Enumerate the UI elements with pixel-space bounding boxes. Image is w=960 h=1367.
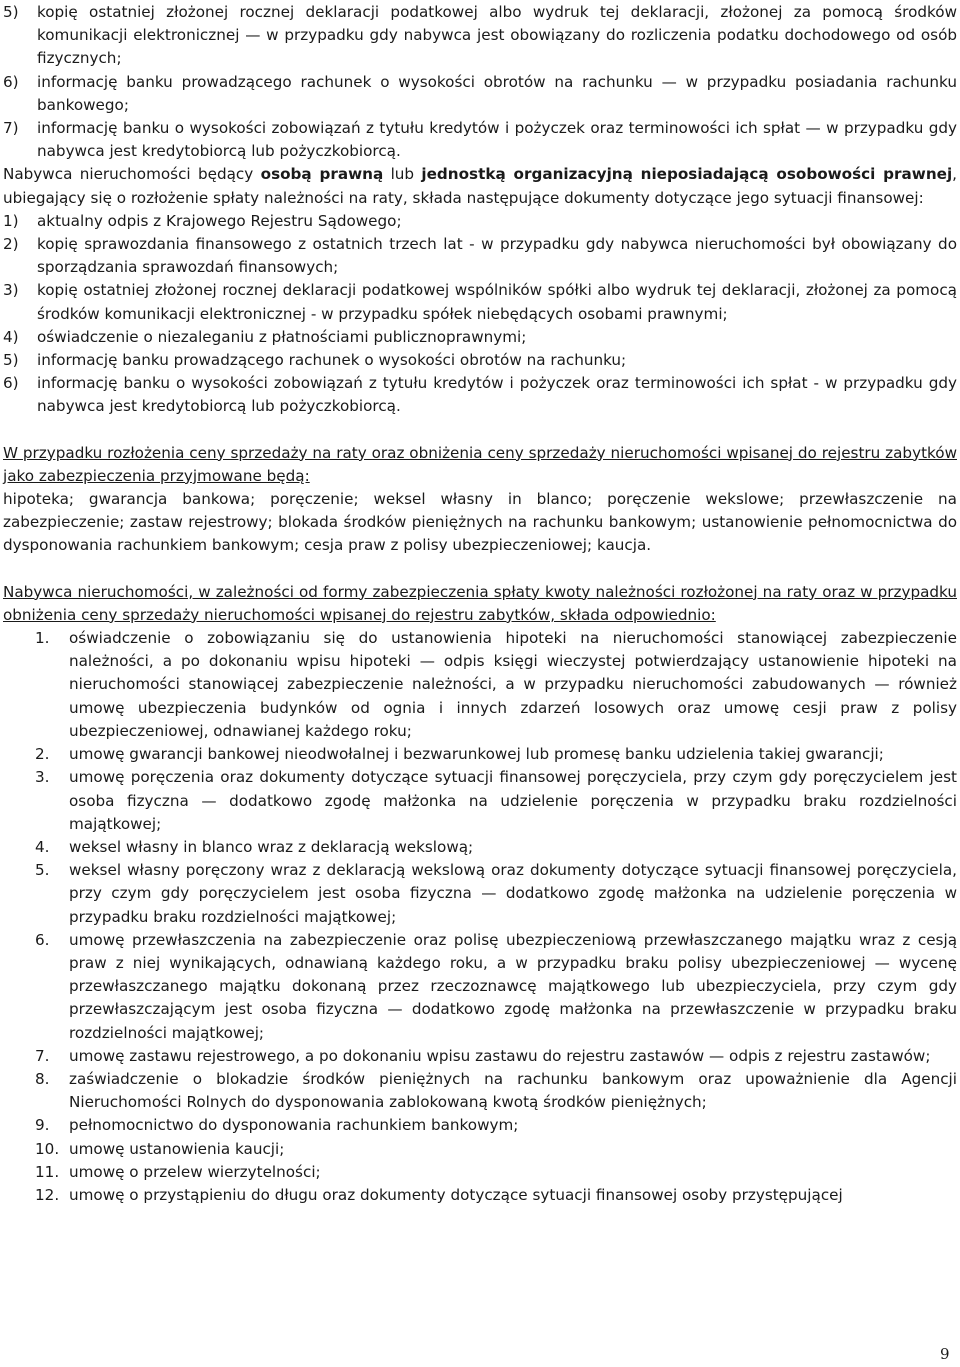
list-item	[3, 349, 957, 372]
list-item	[3, 1068, 957, 1114]
item-number: 5)	[3, 3, 19, 21]
list-item	[3, 743, 957, 766]
item-text: kopię sprawozdania finansowego z ostatnich trzech lat - w przypadku gdy nabywca nieruchomości był obowiązany do sporządzania sprawozdań finansowych;	[37, 235, 957, 277]
list-item	[3, 1161, 957, 1184]
documents-list	[3, 627, 957, 1207]
item-text: kopię ostatniej złożonej rocznej deklaracji podatkowej wspólników spółki albo wydruk tej deklaracji, złożonej za pomocą środków komunikacji elektronicznej - w przypadku spółek niebędących osobami prawnymi;	[37, 281, 957, 323]
legal-person-list	[3, 210, 957, 419]
item-number: 9.	[35, 1116, 50, 1135]
list-item	[3, 766, 957, 836]
item-text: weksel własny in blanco wraz z deklaracją wekslową;	[69, 837, 474, 856]
intro-text: Nabywca nieruchomości będący	[3, 165, 261, 184]
list-item	[3, 210, 957, 233]
item-text: zaświadczenie o blokadzie środków pieniężnych na rachunku bankowym oraz upoważnienie dla Agencji Nieruchomości Rolnych do dysponowania zablokowaną kwotą środków pieniężnych;	[69, 1069, 957, 1112]
intro-bold-text: jednostką organizacyjną nieposiadającą osobowości prawnej	[421, 165, 953, 184]
item-number: 3.	[35, 768, 50, 787]
paragraph-gap	[3, 558, 957, 581]
item-text: oświadczenie o niezaleganiu z płatnościami publicznoprawnymi;	[37, 327, 527, 346]
list-item	[3, 836, 957, 859]
document-page	[3, 1, 957, 1207]
list-item	[3, 1138, 957, 1161]
item-text: umowę ustanowienia kaucji;	[69, 1139, 285, 1158]
list-item	[3, 1114, 957, 1137]
item-number: 2.	[35, 745, 50, 764]
item-text: weksel własny poręczony wraz z deklaracją wekslową oraz dokumenty dotyczące sytuacji finansowej poręczyciela, przy czym gdy poręczycielem jest osoba fizyczna — dodatkowo zgodę małżonka na udzielenie poręczenia w przypadku braku rozdzielności majątkowej;	[69, 861, 957, 926]
list-item	[3, 372, 957, 418]
item-number: 1.	[35, 629, 50, 648]
item-text: umowę o przelew wierzytelności;	[69, 1162, 321, 1181]
item-text: pełnomocnictwo do dysponowania rachunkiem bankowym;	[69, 1116, 519, 1135]
page-number: 9	[940, 1345, 950, 1363]
list-item	[3, 627, 957, 743]
item-number: 6.	[35, 930, 50, 949]
item-text: informację banku o wysokości zobowiązań z tytułu kredytów i pożyczek oraz terminowości ich spłat — w przypadku gdy nabywca jest kredytobiorcą lub pożyczkobiorcą.	[37, 119, 957, 161]
item-text: informację banku prowadzącego rachunek o wysokości obrotów na rachunku;	[37, 351, 627, 370]
item-number: 8.	[35, 1069, 50, 1088]
item-number: 5)	[3, 351, 19, 370]
item-number: 12.	[35, 1185, 60, 1204]
security-body: hipoteka; gwarancja bankowa; poręczenie; weksel własny in blanco; poręczenie wekslowe; przewłaszczenie na zabezpieczenie; zastaw rejestrowy; blokada środków pieniężnych na rachunku bankowym; ustanowienie pełnomocnictwa do dysponowania rachunkiem bankowym; cesja praw z polisy ubezpieczeniowej; kaucja.	[3, 490, 957, 555]
intro-text: lub	[383, 165, 422, 184]
list-item	[3, 859, 957, 929]
item-number: 6)	[3, 374, 19, 393]
item-number: 4)	[3, 327, 19, 346]
list-item	[3, 279, 957, 325]
item-text: umowę o przystąpieniu do długu oraz dokumenty dotyczące sytuacji finansowej osoby przystępującej	[69, 1185, 843, 1204]
paragraph-gap	[3, 419, 957, 442]
list-item	[3, 1045, 957, 1068]
item-text: informację banku o wysokości zobowiązań z tytułu kredytów i pożyczek oraz terminowości ich spłat - w przypadku gdy nabywca jest kredytobiorcą lub pożyczkobiorcą.	[37, 374, 957, 416]
item-text: informację banku prowadzącego rachunek o wysokości obrotów na rachunku — w przypadku posiadania rachunku bankowego;	[37, 72, 957, 114]
item-number: 11.	[35, 1162, 60, 1181]
list-item	[3, 71, 957, 117]
intro-bold-text: osobą prawną	[260, 165, 384, 184]
item-text: aktualny odpis z Krajowego Rejestru Sądowego;	[37, 211, 402, 230]
item-text: umowę przewłaszczenia na zabezpieczenie oraz polisę ubezpieczeniową przewłaszczanego majątku wraz z cesją praw z niej wynikających, odnawianą każdego roku, a w przypadku braku polisy ubezpieczeniowej — wycenę przewłaszczanego majątku dokonaną przez rzeczoznawcę majątkowego lub ubezpieczyciela, przy czym gdy przewłaszczającym jest osoba fizyczna — dodatkowo zgodę małżonka na przewłaszczenie w przypadku braku rozdzielności majątkowej;	[69, 930, 957, 1042]
documents-heading: Nabywca nieruchomości, w zależności od formy zabezpieczenia spłaty kwoty należności rozłożonej na raty oraz w przypadku obniżenia ceny sprzedaży nieruchomości wpisanej do rejestru zabytków, składa odpowiednio:	[3, 582, 957, 624]
list-item	[3, 1, 957, 71]
item-text: umowę gwarancji bankowej nieodwołalnej i bezwarunkowej lub promesę banku udzielenia takiej gwarancji;	[69, 745, 884, 764]
item-number: 3)	[3, 281, 19, 300]
item-text: umowę poręczenia oraz dokumenty dotyczące sytuacji finansowej poręczyciela, przy czym gdy poręczycielem jest osoba fizyczna — dodatkowo zgodę małżonka na udzielenie poręczenia w przypadku braku rozdzielności majątkowej;	[69, 768, 957, 833]
item-text: umowę zastawu rejestrowego, a po dokonaniu wpisu zastawu do rejestru zastawów — odpis z rejestru zastawów;	[69, 1046, 931, 1065]
item-number: 4.	[35, 837, 50, 856]
list-item	[3, 929, 957, 1045]
item-number: 7.	[35, 1046, 50, 1065]
security-heading: W przypadku rozłożenia ceny sprzedaży na raty oraz obniżenia ceny sprzedaży nieruchomości wpisanej do rejestru zabytków jako zabezpieczenia przyjmowane będą:	[3, 443, 957, 485]
item-text: oświadczenie o zobowiązaniu się do ustanowienia hipoteki na nieruchomości stanowiącej zabezpieczenie należności, a po dokonaniu wpisu hipoteki — odpis księgi wieczystej potwierdzający ustanowienie hipoteki na nieruchomości stanowiącej zabezpieczenie należności, a w przypadku nieruchomości zabudowanych — również umowę ubezpieczenia budynków od ognia i innych zdarzeń losowych oraz umowę cesji praw z polisy ubezpieczeniowej, odnawianej każdego roku;	[69, 629, 957, 740]
list-item	[3, 117, 957, 163]
list-item	[3, 1184, 957, 1207]
item-number: 7)	[3, 119, 19, 138]
item-number: 2)	[3, 235, 19, 254]
item-number: 1)	[3, 211, 19, 230]
item-number: 10.	[35, 1139, 60, 1158]
intro-text: , ubiegający się o rozłożenie spłaty należności na raty, składa następujące dokumenty dotyczące jego sytuacji finansowej:	[3, 165, 957, 207]
list-item	[3, 233, 957, 279]
top-list	[3, 1, 957, 163]
list-item	[3, 326, 957, 349]
item-number: 5.	[35, 861, 50, 880]
item-text: kopię ostatniej złożonej rocznej deklaracji podatkowej albo wydruk tej deklaracji, złożonej za pomocą środków komunikacji elektronicznej — w przypadku gdy nabywca jest obowiązany do rozliczenia podatku dochodowego od osób fizycznych;	[37, 3, 957, 68]
item-number: 6)	[3, 72, 19, 91]
legal-person-intro	[3, 163, 957, 209]
